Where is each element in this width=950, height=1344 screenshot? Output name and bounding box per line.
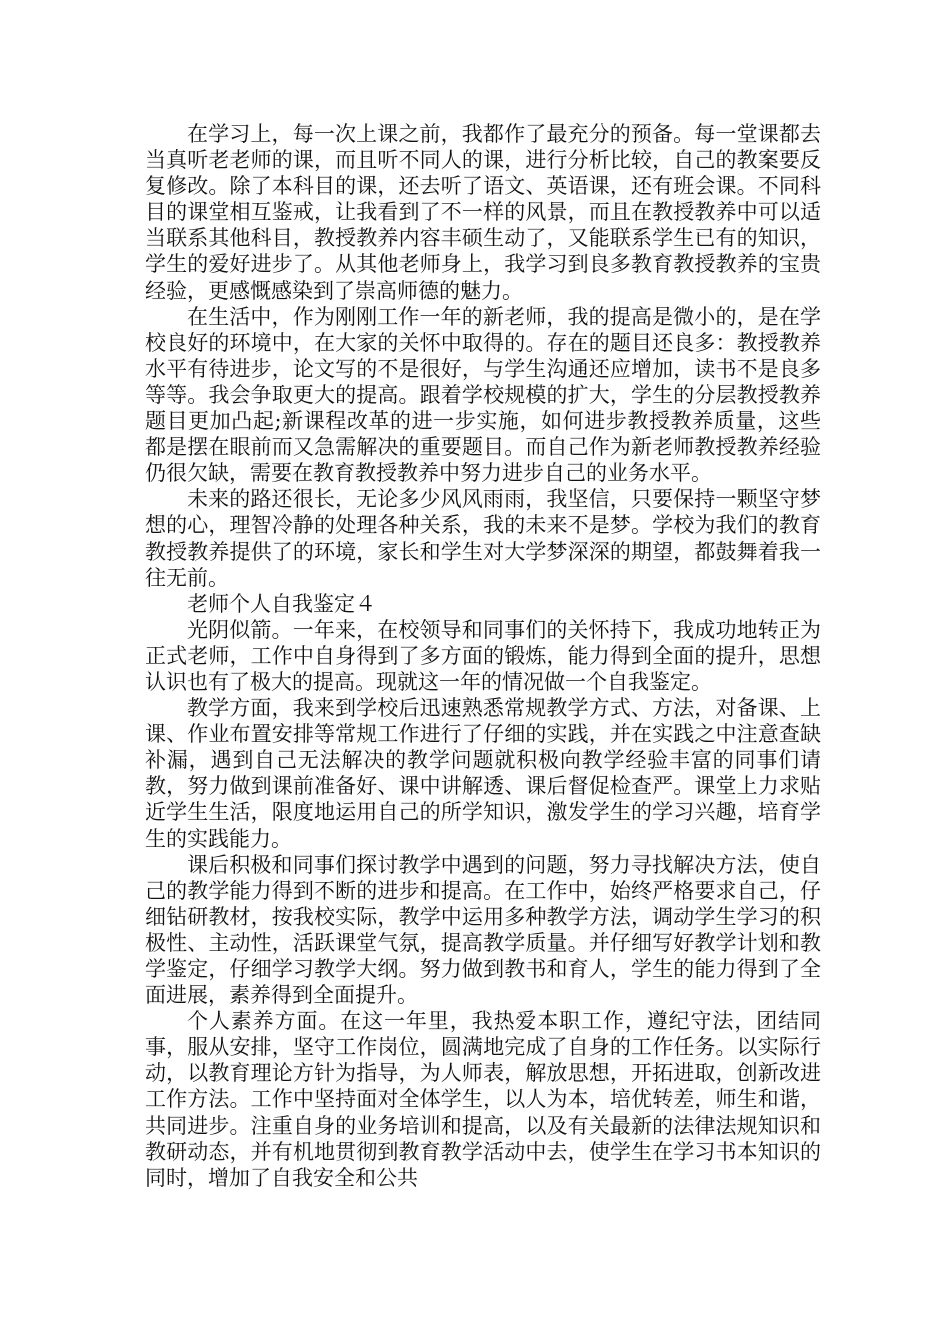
paragraph-intro: 光阴似箭。一年来，在校领导和同事们的关怀持下，我成功地转正为正式老师，工作中自身得到了多方面的锻炼，能力得到全面的提升，思想认识也有了极大的提高。现就这一年的情况做一个自我鉴定。 xyxy=(145,617,821,694)
paragraph-study: 在学习上，每一次上课之前，我都作了最充分的预备。每一堂课都去当真听老老师的课，而且听不同人的课，进行分析比较，自己的教案要反复修改。除了本科目的课，还去听了语文、英语课，还有班会课。不同科目的课堂相互鉴戒，让我看到了不一样的风景，而且在教授教养中可以适当联系其他科目，教授教养内容丰硕生动了，又能联系学生已有的知识，学生的爱好进步了。从其他老师身上，我学习到良多教育教授教养的宝贵经验，更感慨感染到了崇高师德的魅力。 xyxy=(145,122,821,303)
paragraph-after-class: 课后积极和同事们探讨教学中遇到的问题，努力寻找解决方法，使自己的教学能力得到不断的进步和提高。在工作中，始终严格要求自己，仔细钻研教材，按我校实际，教学中运用多种教学方法，调动学生学习的积极性、主动性，活跃课堂气氛，提高教学质量。并仔细写好教学计划和教学鉴定，仔细学习教学大纲。努力做到教书和育人，学生的能力得到了全面进展，素养得到全面提升。 xyxy=(145,852,821,1008)
paragraph-future: 未来的路还很长，无论多少风风雨雨，我坚信，只要保持一颗坚守梦想的心，理智冷静的处理各种关系，我的未来不是梦。学校为我们的教育教授教养提供了的环境，家长和学生对大学梦深深的期望，都鼓舞着我一往无前。 xyxy=(145,487,821,590)
section-heading: 老师个人自我鉴定４ xyxy=(187,591,376,616)
document-body xyxy=(145,121,821,1191)
paragraph-teaching: 教学方面，我来到学校后迅速熟悉常规教学方式、方法，对备课、上课、作业布置安排等常规工作进行了仔细的实践，并在实践之中注意查缺补漏，遇到自己无法解决的教学问题就积极向教学经验丰富的同事们请教，努力做到课前准备好、课中讲解透、课后督促检查严。课堂上力求贴近学生生活，限度地运用自己的所学知识，激发学生的学习兴趣，培育学生的实践能力。 xyxy=(145,696,821,851)
paragraph-life: 在生活中，作为刚刚工作一年的新老师，我的提高是微小的，是在学校良好的环境中，在大家的关怀中取得的。存在的题目还良多：教授教养水平有待进步，论文写的不是很好，与学生沟通还应增加，读书不是良多等等。我会争取更大的提高。跟着学校规模的扩大，学生的分层教授教养题目更加凸起;新课程改革的进一步实施，如何进步教授教养质量，这些都是摆在眼前而又急需解决的重要题目。而自己作为新老师教授教养经验仍很欠缺，需要在教育教授教养中努力进步自己的业务水平。 xyxy=(145,304,821,486)
paragraph-personal-quality: 个人素养方面。在这一年里，我热爱本职工作，遵纪守法，团结同事，服从安排，坚守工作岗位，圆满地完成了自身的工作任务。以实际行动，以教育理论方针为指导，为人师表，解放思想，开拓进取，创新改进工作方法。工作中坚持面对全体学生，以人为本，培优转差，师生和谐，共同进步。注重自身的业务培训和提高，以及有关最新的法律法规知识和教研动态，并有机地贯彻到教育教学活动中去，使学生在学习书本知识的同时，增加了自我安全和公共 xyxy=(145,1009,821,1190)
